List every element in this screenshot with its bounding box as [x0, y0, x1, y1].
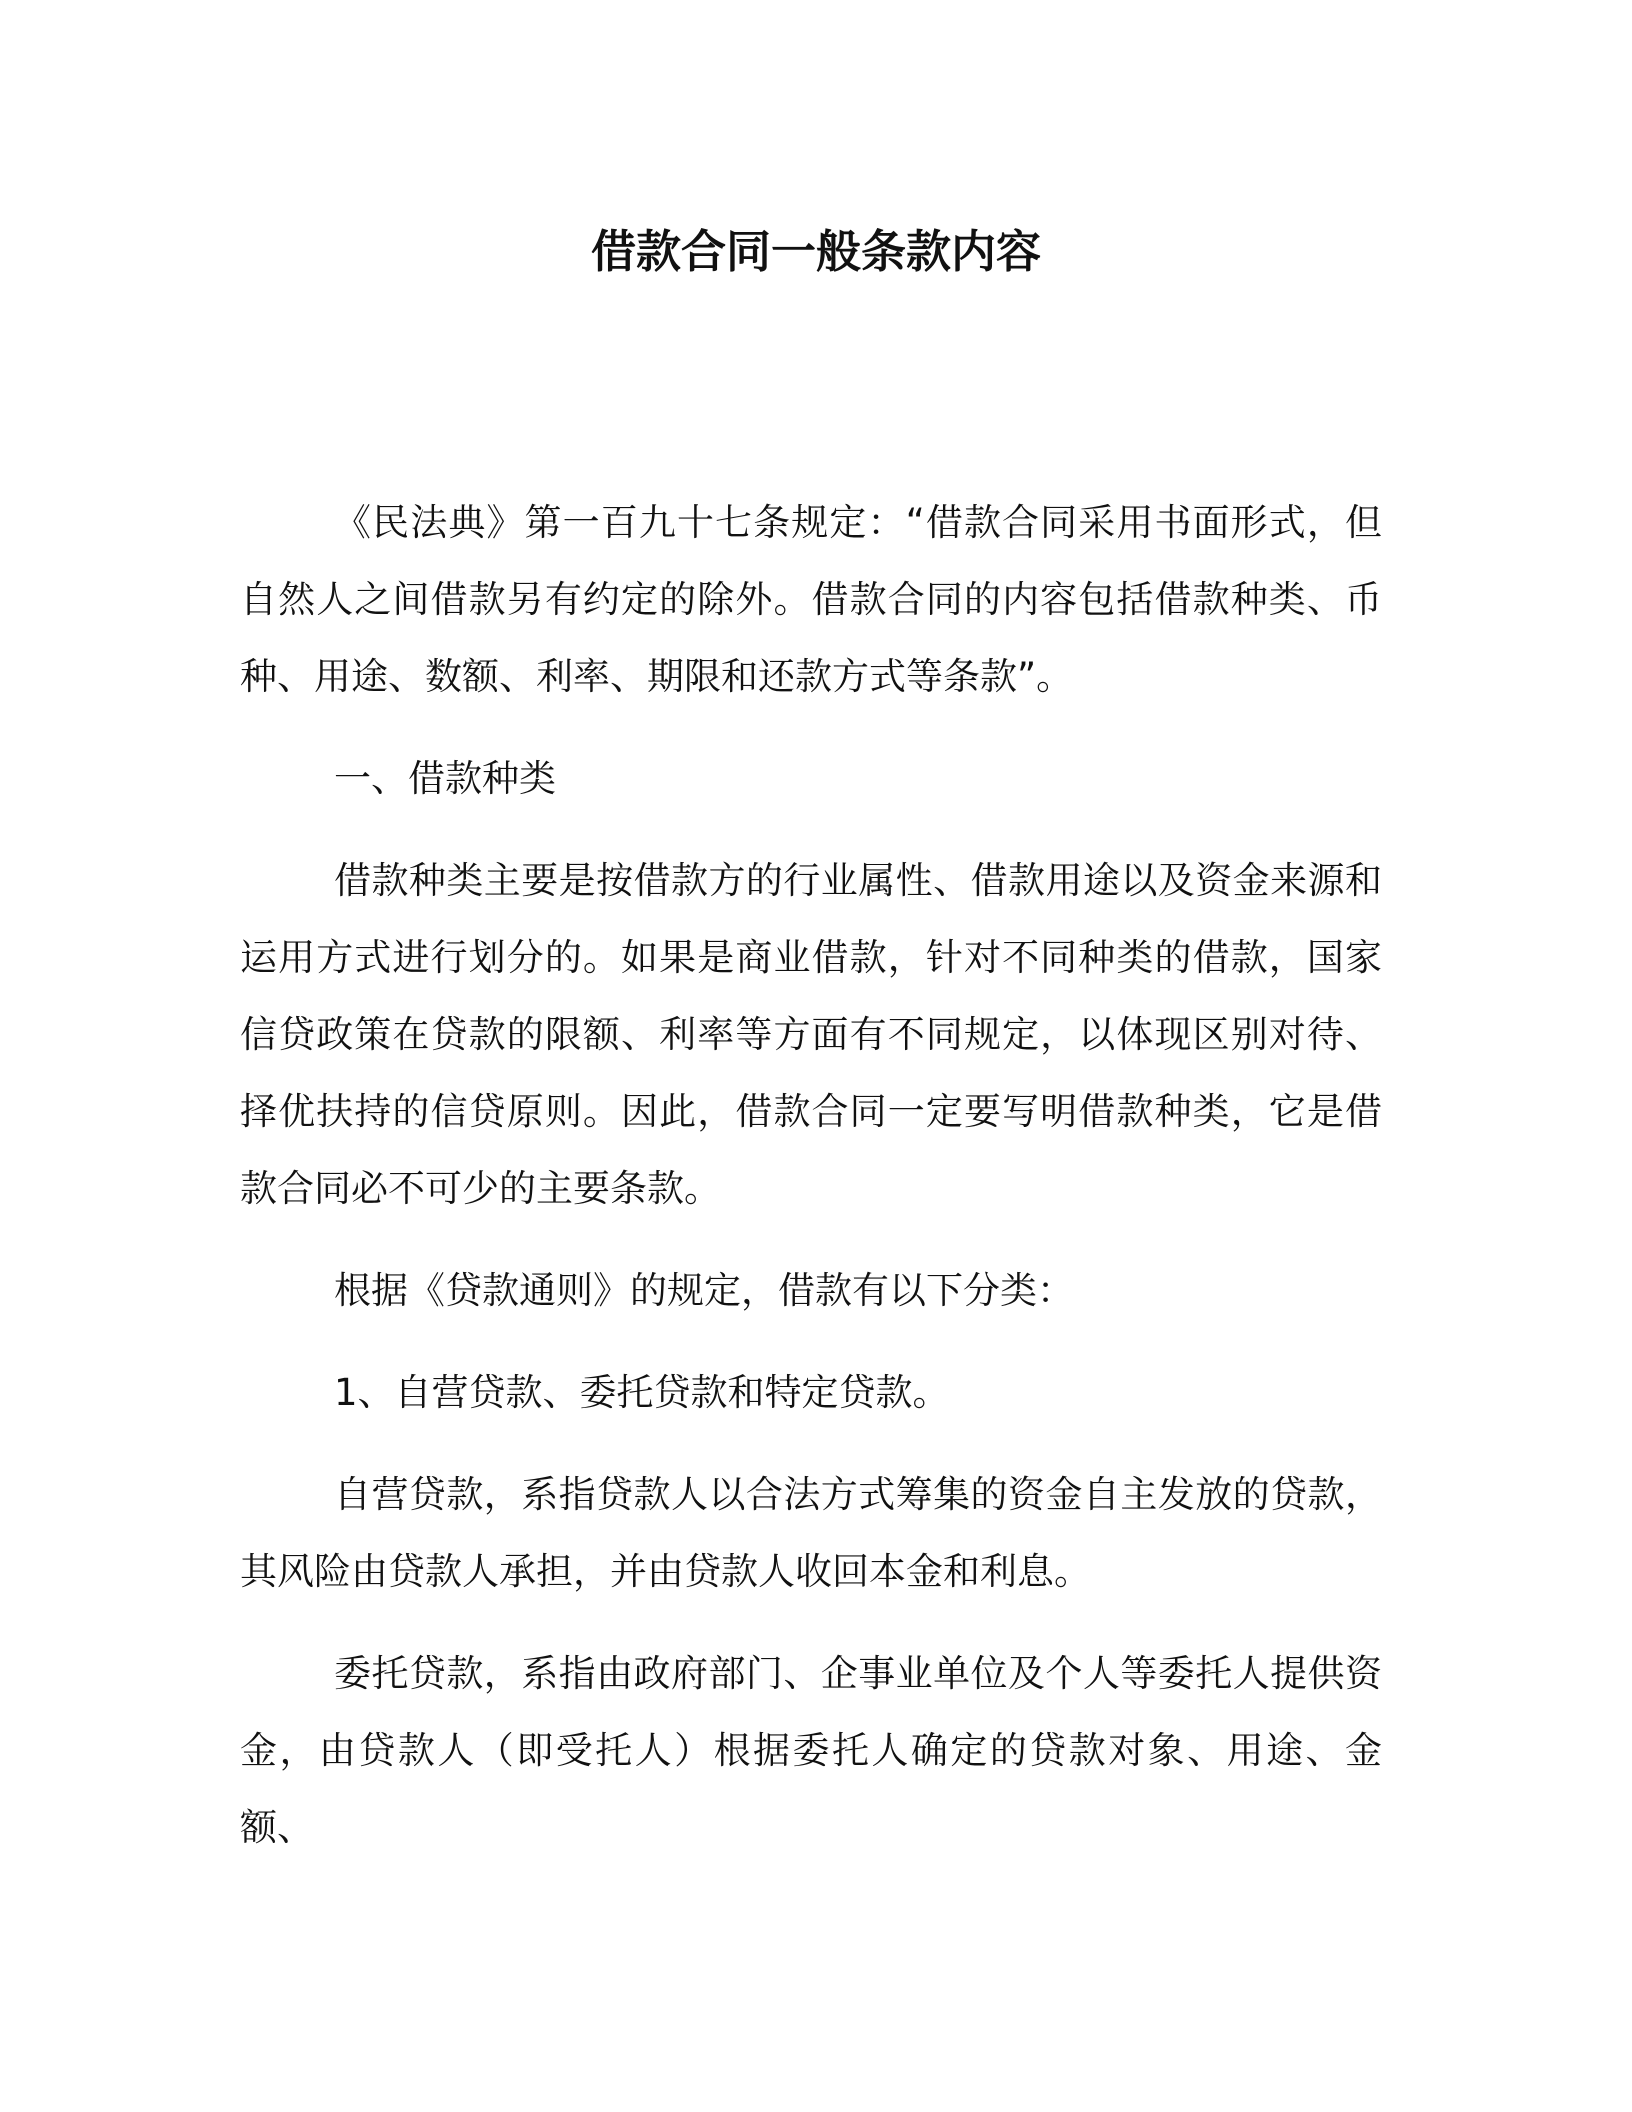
paragraph-civil-code-article: 《民法典》第一百九十七条规定：“借款合同采用书面形式，但自然人之间借款另有约定的除外。借款合同的内容包括借款种类、币种、用途、数额、利率、期限和还款方式等条款”。	[240, 501, 1382, 698]
section-heading-loan-types: 一、借款种类	[334, 757, 556, 800]
paragraph-self-operated-loan: 自营贷款，系指贷款人以合法方式筹集的资金自主发放的贷款，其风险由贷款人承担，并由贷款人收回本金和利息。	[240, 1473, 1382, 1593]
paragraph-entrusted-loan: 委托贷款，系指由政府部门、企事业单位及个人等委托人提供资金，由贷款人（即受托人）根据委托人确定的贷款对象、用途、金额、	[240, 1652, 1382, 1849]
paragraph-loan-types-description: 借款种类主要是按借款方的行业属性、借款用途以及资金来源和运用方式进行划分的。如果是商业借款，针对不同种类的借款，国家信贷政策在贷款的限额、利率等方面有不同规定，以体现区别对待、择优扶持的信贷原则。因此，借款合同一定要写明借款种类，它是借款合同必不可少的主要条款。	[240, 859, 1382, 1210]
paragraph-loan-rules-intro: 根据《贷款通则》的规定，借款有以下分类：	[334, 1269, 1074, 1312]
list-item-loan-category-1: 1、自营贷款、委托贷款和特定贷款。	[334, 1371, 950, 1414]
document-title: 借款合同一般条款内容	[590, 225, 1041, 278]
document-body	[240, 484, 1382, 1866]
